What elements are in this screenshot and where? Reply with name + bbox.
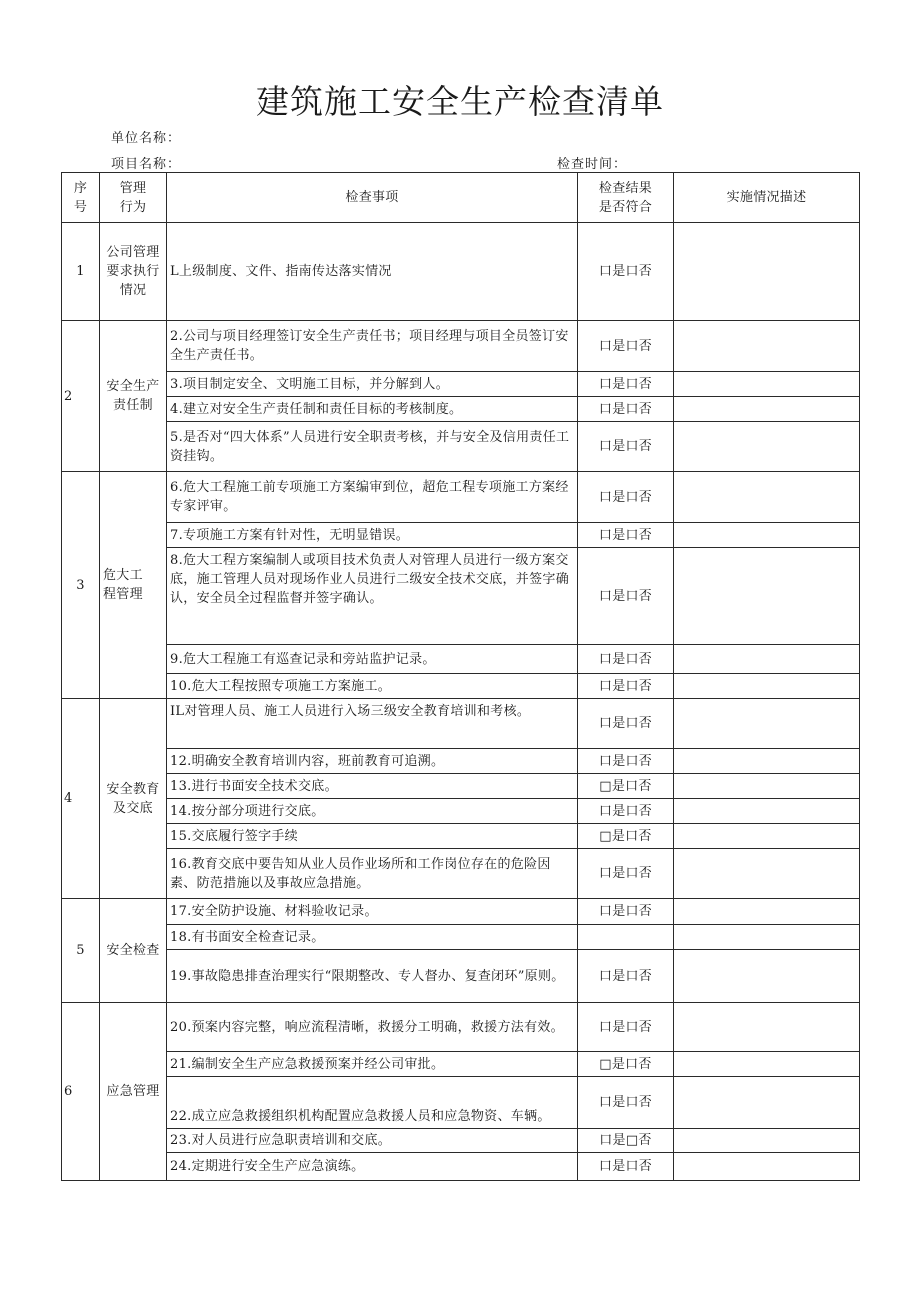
- group-number: 5: [62, 899, 100, 1003]
- group-number: 1: [62, 223, 100, 321]
- result-checkbox[interactable]: 口是口否: [578, 523, 674, 548]
- description-cell[interactable]: [674, 1129, 860, 1153]
- result-checkbox[interactable]: 口是口否: [578, 1153, 674, 1181]
- check-item-text: 8.危大工程方案编制人或项目技术负责人对管理人员进行一级方案交底，施工管理人员对现场作业人员进行二级安全技术交底，并签字确认，安全员全过程监督并签字确认。: [167, 548, 578, 645]
- table-row: [62, 799, 860, 824]
- header-behavior: 管理 行为: [100, 173, 167, 223]
- group-category: 安全生产 责任制: [100, 321, 167, 472]
- check-item-text: L上级制度、文件、指南传达落实情况: [167, 223, 578, 321]
- table-row: [62, 849, 860, 899]
- check-item-text: 14.按分部分项进行交底。: [167, 799, 578, 824]
- result-checkbox[interactable]: 口是口否: [578, 749, 674, 774]
- result-checkbox[interactable]: 口是口否: [578, 422, 674, 472]
- table-row: [62, 422, 860, 472]
- table-row: [62, 1129, 860, 1153]
- check-item-text: 7.专项施工方案有针对性，无明显错误。: [167, 523, 578, 548]
- unit-name-label: 单位名称：: [111, 131, 182, 146]
- group-number: 4: [62, 699, 100, 899]
- check-item-text: 16.教育交底中要告知从业人员作业场所和工作岗位存在的危险因素、防范措施以及事故应急措施。: [167, 849, 578, 899]
- result-checkbox[interactable]: □是口否: [578, 824, 674, 849]
- description-cell[interactable]: [674, 699, 860, 749]
- table-row: [62, 223, 860, 321]
- description-cell[interactable]: [674, 1052, 860, 1077]
- table-row: [62, 950, 860, 1003]
- check-item-text: 22.成立应急救援组织机构配置应急救援人员和应急物资、车辆。: [167, 1077, 578, 1129]
- description-cell[interactable]: [674, 824, 860, 849]
- description-cell[interactable]: [674, 372, 860, 397]
- result-checkbox[interactable]: 口是口否: [578, 372, 674, 397]
- result-checkbox[interactable]: □是口否: [578, 1052, 674, 1077]
- description-cell[interactable]: [674, 223, 860, 321]
- result-checkbox[interactable]: 口是口否: [578, 548, 674, 645]
- table-row: [62, 645, 860, 674]
- check-item-text: 5.是否对“四大体系”人员进行安全职责考核，并与安全及信用责任工资挂钩。: [167, 422, 578, 472]
- description-cell[interactable]: [674, 321, 860, 372]
- check-item-text: 2.公司与项目经理签订安全生产责任书；项目经理与项目全员签订安全生产责任书。: [167, 321, 578, 372]
- table-row: [62, 699, 860, 749]
- check-item-text: 12.明确安全教育培训内容，班前教育可追溯。: [167, 749, 578, 774]
- description-cell[interactable]: [674, 1003, 860, 1052]
- description-cell[interactable]: [674, 1153, 860, 1181]
- table-row: [62, 674, 860, 699]
- table-row: [62, 925, 860, 950]
- group-number: 3: [62, 472, 100, 699]
- check-item-text: 17.安全防护设施、材料验收记录。: [167, 899, 578, 925]
- check-item-text: 23.对人员进行应急职责培训和交底。: [167, 1129, 578, 1153]
- document-title: 建筑施工安全生产检查清单: [256, 82, 664, 121]
- description-cell[interactable]: [674, 674, 860, 699]
- header-check-item: 检查事项: [167, 173, 578, 223]
- check-item-text: 21.编制安全生产应急救援预案并经公司审批。: [167, 1052, 578, 1077]
- group-category: 应急管理: [100, 1003, 167, 1181]
- table-row: [62, 372, 860, 397]
- description-cell[interactable]: [674, 849, 860, 899]
- check-item-text: 19.事故隐患排查治理实行“限期整改、专人督办、复查闭环”原则。: [167, 950, 578, 1003]
- result-checkbox[interactable]: 口是口否: [578, 799, 674, 824]
- check-item-text: 9.危大工程施工有巡查记录和旁站监护记录。: [167, 645, 578, 674]
- result-checkbox[interactable]: 口是□否: [578, 1129, 674, 1153]
- group-number: 2: [62, 321, 100, 472]
- table-row: [62, 523, 860, 548]
- check-item-text: 24.定期进行安全生产应急演练。: [167, 1153, 578, 1181]
- group-category: 公司管理 要求执行 情况: [100, 223, 167, 321]
- result-checkbox[interactable]: □是口否: [578, 774, 674, 799]
- project-name-label: 项目名称：: [111, 157, 182, 172]
- description-cell[interactable]: [674, 899, 860, 925]
- result-checkbox[interactable]: 口是口否: [578, 849, 674, 899]
- result-checkbox[interactable]: 口是口否: [578, 321, 674, 372]
- table-row: [62, 1077, 860, 1129]
- check-item-text: 4.建立对安全生产责任制和责任目标的考核制度。: [167, 397, 578, 422]
- table-row: [62, 472, 860, 523]
- check-item-text: 15.交底履行签字手续: [167, 824, 578, 849]
- description-cell[interactable]: [674, 774, 860, 799]
- table-row: [62, 1003, 860, 1052]
- description-cell[interactable]: [674, 799, 860, 824]
- result-checkbox[interactable]: 口是口否: [578, 397, 674, 422]
- result-checkbox[interactable]: 口是口否: [578, 899, 674, 925]
- result-checkbox[interactable]: [578, 925, 674, 950]
- table-row: [62, 397, 860, 422]
- table-row: [62, 321, 860, 372]
- table-row: [62, 824, 860, 849]
- result-checkbox[interactable]: 口是口否: [578, 1003, 674, 1052]
- group-category: 危大工 程管理: [100, 472, 167, 699]
- description-cell[interactable]: [674, 472, 860, 523]
- description-cell[interactable]: [674, 397, 860, 422]
- group-category: 安全检查: [100, 899, 167, 1003]
- check-item-text: IL对管理人员、施工人员进行入场三级安全教育培训和考核。: [167, 699, 578, 749]
- description-cell[interactable]: [674, 523, 860, 548]
- description-cell[interactable]: [674, 925, 860, 950]
- table-row: [62, 1153, 860, 1181]
- result-checkbox[interactable]: 口是口否: [578, 950, 674, 1003]
- inspection-time-label: 检查时间：: [557, 157, 628, 172]
- group-number: 6: [62, 1003, 100, 1181]
- table-row: [62, 774, 860, 799]
- table-row: [62, 548, 860, 645]
- check-item-text: 20.预案内容完整，响应流程清晰，救援分工明确，救援方法有效。: [167, 1003, 578, 1052]
- description-cell[interactable]: [674, 645, 860, 674]
- description-cell[interactable]: [674, 950, 860, 1003]
- group-category: 安全教育 及交底: [100, 699, 167, 899]
- header-no: 序 号: [62, 173, 100, 223]
- table-row: [62, 1052, 860, 1077]
- result-checkbox[interactable]: 口是口否: [578, 674, 674, 699]
- result-checkbox[interactable]: 口是口否: [578, 699, 674, 749]
- check-item-text: 13.进行书面安全技术交底。: [167, 774, 578, 799]
- check-item-text: 10.危大工程按照专项施工方案施工。: [167, 674, 578, 699]
- description-cell[interactable]: [674, 422, 860, 472]
- check-item-text: 3.项目制定安全、文明施工目标，并分解到人。: [167, 372, 578, 397]
- table-row: [62, 749, 860, 774]
- description-cell[interactable]: [674, 749, 860, 774]
- result-checkbox[interactable]: 口是口否: [578, 223, 674, 321]
- description-cell[interactable]: [674, 1077, 860, 1129]
- check-item-text: 6.危大工程施工前专项施工方案编审到位，超危工程专项施工方案经专家评审。: [167, 472, 578, 523]
- description-cell[interactable]: [674, 548, 860, 645]
- table-row: [62, 899, 860, 925]
- table-header-row: [62, 173, 860, 223]
- result-checkbox[interactable]: 口是口否: [578, 1077, 674, 1129]
- checklist-table: [61, 172, 860, 1181]
- header-result: 检查结果 是否符合: [578, 173, 674, 223]
- header-description: 实施情况描述: [674, 173, 860, 223]
- result-checkbox[interactable]: 口是口否: [578, 645, 674, 674]
- check-item-text: 18.有书面安全检查记录。: [167, 925, 578, 950]
- result-checkbox[interactable]: 口是口否: [578, 472, 674, 523]
